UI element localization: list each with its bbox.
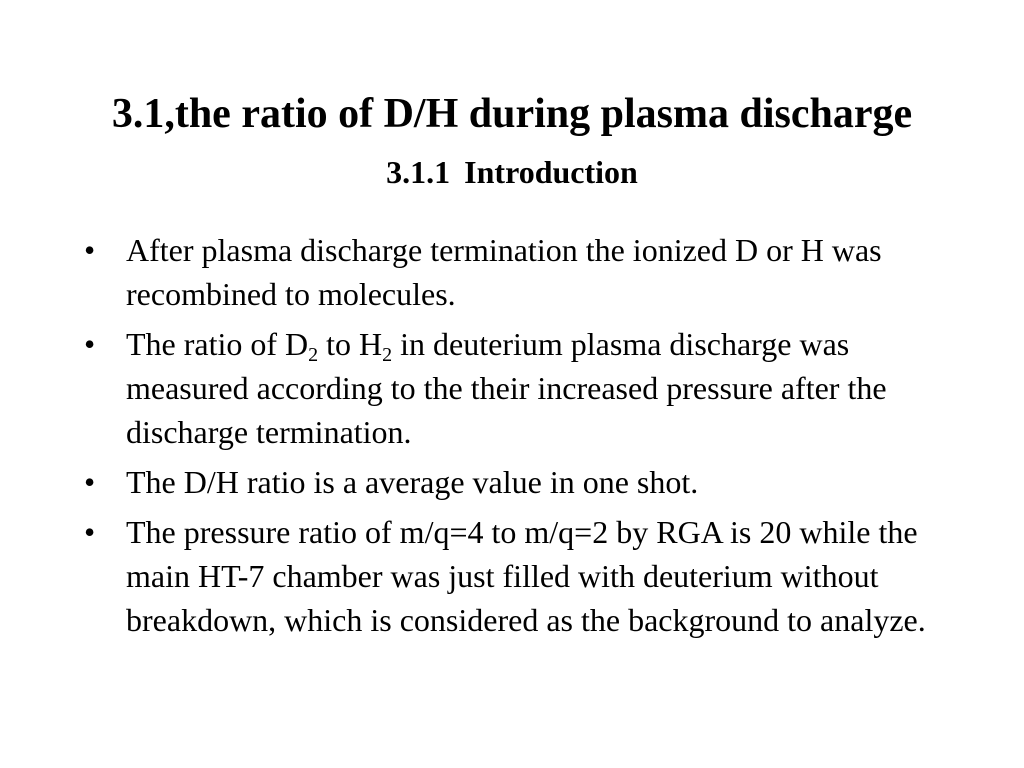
subtitle-number: 3.1.1 (386, 154, 451, 190)
bullet-text (126, 326, 887, 450)
bullet-dot-icon: • (84, 232, 96, 268)
subtitle-text: Introduction (464, 154, 638, 190)
bullet-item (84, 322, 944, 454)
slide-title: 3.1,the ratio of D/H during plasma discharge (111, 91, 913, 137)
bullet-text-part: The ratio of D (126, 326, 309, 362)
bullet-list (84, 228, 944, 648)
bullet-dot-icon: • (84, 326, 96, 362)
bullet-text: After plasma discharge termination the ionized D or H was recombined to molecules. (126, 232, 882, 312)
bullet-text-part: to H (318, 326, 383, 362)
bullet-item (84, 228, 944, 316)
bullet-text-part: in deuterium plasma discharge was measured according to the their increased pressure after the discharge termination. (126, 326, 887, 450)
bullet-item (84, 460, 944, 504)
bullet-dot-icon: • (84, 464, 96, 500)
slide-subtitle (0, 152, 1024, 192)
bullet-text: The D/H ratio is a average value in one shot. (126, 464, 699, 500)
bullet-dot-icon: • (84, 514, 96, 550)
bullet-text: The pressure ratio of m/q=4 to m/q=2 by RGA is 20 while the main HT-7 chamber was just filled with deuterium without breakdown, which is considered as the background to analyze. (126, 514, 926, 638)
subscript: 2 (308, 344, 319, 366)
bullet-item (84, 510, 944, 642)
subscript: 2 (382, 344, 393, 366)
